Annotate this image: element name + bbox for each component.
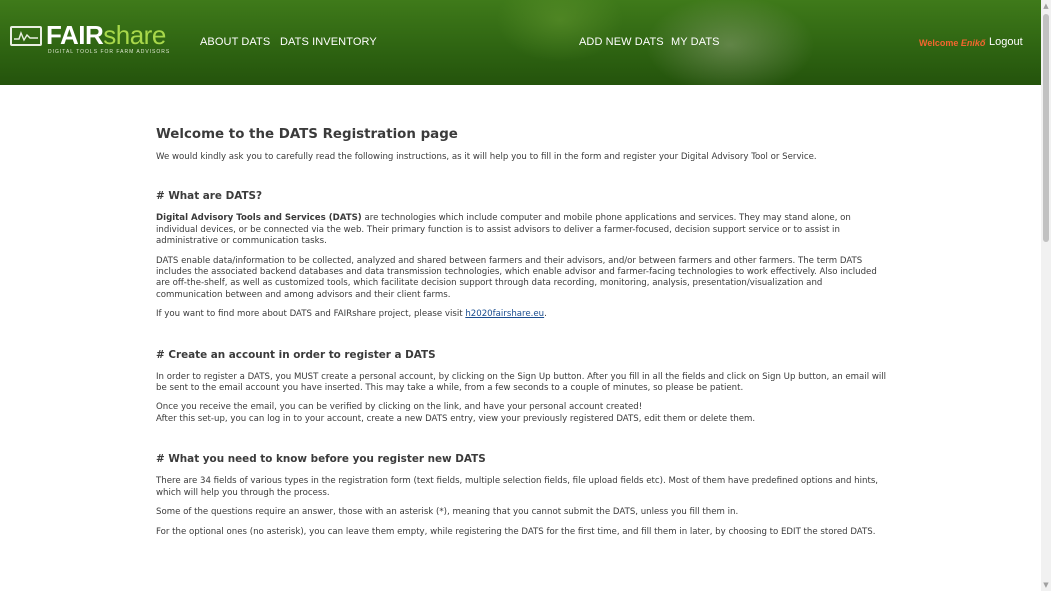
page-title: Welcome to the DATS Registration page [156, 127, 458, 142]
logo-wordmark: FAIRshare [46, 20, 166, 50]
scroll-up-arrow-icon[interactable]: ▲ [1043, 2, 1049, 10]
dats-definition-bold: Digital Advisory Tools and Services (DATS) [156, 213, 362, 224]
scrollbar-thumb[interactable] [1043, 14, 1049, 242]
section-title-what-are-dats: # What are DATS? [156, 190, 263, 203]
need-to-know-p1: There are 34 fields of various types in the registration form (text fields, multiple selection fields, file upload fields etc). Most of them have predefined options and hints, which will help you through the process. [156, 476, 879, 498]
what-are-p2: DATS enable data/information to be collected, analyzed and shared between farmers and their advisors, and/or between farmers and other farmers. The term DATS includes the associated backend databases and data transmission technologies, which enable advisor and farmer-facing technologies to work effectively. Also included are off-the-shelf, as well as customized tools, which facilitate decision support through data recording, monitoring, analysis, presentation/visualization and communication between and among advisors and their client farms. [156, 255, 877, 300]
scroll-down-arrow-icon[interactable]: ▼ [1043, 581, 1049, 589]
need-to-know-p3: For the optional ones (no asterisk), you can leave them empty, while registering the DATS for the first time, and fill them in later, by choosing to EDIT the stored DATS. [156, 526, 876, 537]
what-are-p3: If you want to find more about DATS and FAIRshare project, please visit h2020fairshare.eu. [156, 309, 547, 320]
logo-chart-icon [10, 26, 42, 46]
page-scrollbar[interactable] [1041, 0, 1051, 591]
what-are-p1: Digital Advisory Tools and Services (DATS) are technologies which include computer and mobile phone applications and services. They may stand alone, on individual devices, or be connected via the web. Their primary function is to assist advisors to deliver a farmer-focused, decision support service or to assist in administrative or communication tasks. [156, 213, 851, 247]
nav-dats-inventory[interactable]: DATS INVENTORY [280, 36, 377, 48]
top-navbar [0, 0, 1041, 85]
create-account-p1: In order to register a DATS, you MUST create a personal account, by clicking on the Sign Up button. After you fill in all the fields and click on Sign Up button, an email will be sent to the email account you have inserted. This may take a while, from a few seconds to a couple of minutes, so please be patient. [156, 371, 887, 394]
user-name: Enikő [960, 38, 986, 48]
create-account-p2: Once you receive the email, you can be verified by clicking on the link, and have your personal account created! After this set-up, you can log in to your account, create a new DATS entry, view your previously registered DATS, edit them or delete them. [156, 402, 756, 424]
welcome-user [919, 38, 985, 48]
nav-my-dats[interactable]: MY DATS [671, 36, 720, 48]
welcome-prefix: Welcome [919, 38, 959, 48]
section-title-need-to-know: # What you need to know before you register new DATS [156, 453, 486, 466]
section-title-create-account: # Create an account in order to register a DATS [156, 348, 436, 361]
nav-add-new-dats[interactable]: ADD NEW DATS [579, 36, 664, 48]
logo-tagline: DIGITAL TOOLS FOR FARM ADVISORS [48, 49, 171, 55]
logout-link[interactable]: Logout [989, 36, 1023, 48]
need-to-know-p2: Some of the questions require an answer, those with an asterisk (*), meaning that you cannot submit the DATS, unless you fill them in. [156, 507, 739, 518]
fairshare-website-link[interactable]: h2020fairshare.eu [465, 309, 545, 320]
nav-about-dats[interactable]: ABOUT DATS [200, 36, 271, 48]
main-content [156, 126, 888, 546]
intro-text: We would kindly ask you to carefully read the following instructions, as it will help you to fill in the form and register your Digital Advisory Tool or Service. [156, 152, 817, 162]
